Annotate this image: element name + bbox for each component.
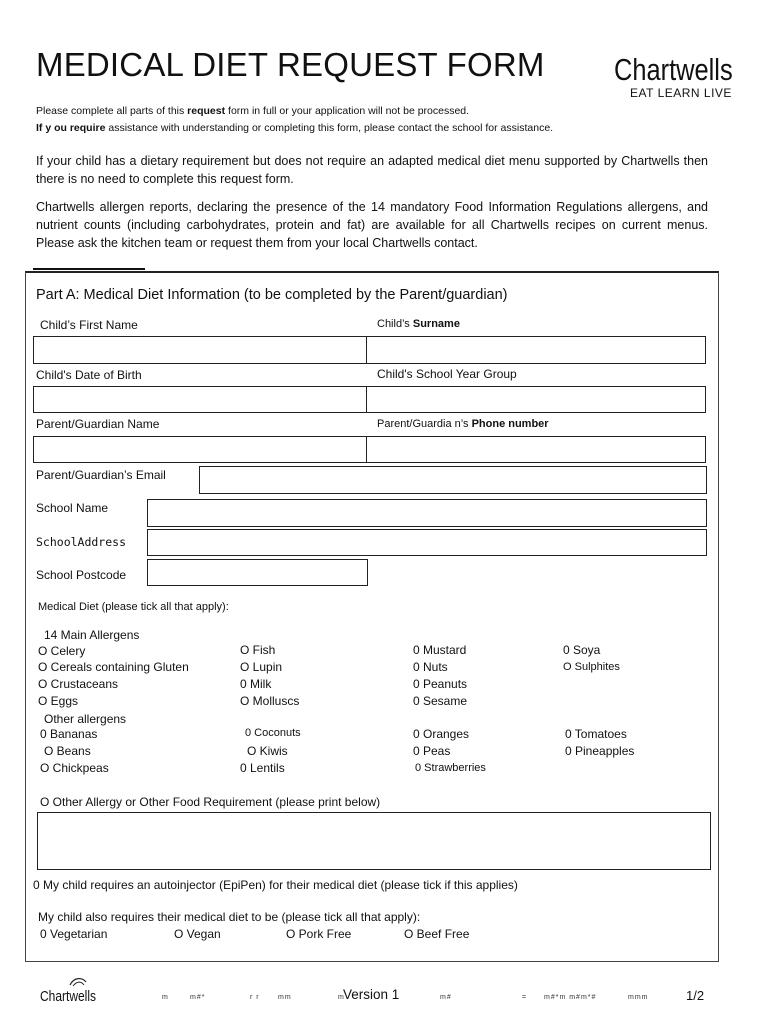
phone-label: Parent/Guardia n’s Phone number — [377, 418, 549, 430]
school-name-label: School Name — [36, 501, 109, 515]
school-postcode-label: School Postcode — [36, 568, 127, 582]
dob-label: Child's Date of Birth — [36, 368, 142, 382]
school-address-label: SchoolAddress — [36, 535, 127, 549]
allergen-kiwis-checkbox[interactable]: O Kiwis — [247, 744, 288, 758]
footer-noise: = — [522, 994, 528, 1001]
vegan-checkbox[interactable]: O Vegan — [174, 927, 221, 941]
allergen-gluten-checkbox[interactable]: O Cereals containing Gluten — [38, 660, 189, 674]
allergen-sesame-checkbox[interactable]: 0 Sesame — [413, 694, 468, 708]
other-allergens-heading: Other allergens — [44, 712, 127, 726]
footer-noise: m — [338, 994, 345, 1001]
school-postcode-field[interactable] — [147, 559, 368, 586]
autoinjector-checkbox[interactable]: 0 My child requires an autoinjector (EpiPen) for their medical diet (please tick if this applies) — [33, 878, 518, 892]
surname-field[interactable] — [366, 336, 706, 364]
pork-free-checkbox[interactable]: O Pork Free — [286, 927, 352, 941]
phone-field[interactable] — [366, 436, 706, 463]
allergen-celery-checkbox[interactable]: O Celery — [38, 644, 86, 658]
allergen-pineapples-checkbox[interactable]: 0 Pineapples — [565, 744, 635, 758]
parent-name-field[interactable] — [33, 436, 367, 463]
form-title: MEDICAL DIET REQUEST FORM — [36, 46, 545, 83]
footer-noise: mm — [278, 994, 292, 1001]
surname-label: Child’s Surname — [377, 318, 460, 330]
dob-field[interactable] — [33, 386, 367, 413]
part-a-heading: Part A: Medical Diet Information (to be completed by the Parent/guardian) — [36, 287, 508, 303]
allergen-peanuts-checkbox[interactable]: 0 Peanuts — [413, 677, 468, 691]
paragraph-no-need: If your child has a dietary requirement but does not require an adapted medical diet menu supported by Chartwells then there is no need to complete this request form. — [36, 154, 708, 186]
first-name-field[interactable] — [33, 336, 367, 364]
paragraph-allergen-reports: Chartwells allergen reports, declaring the presence of the 14 mandatory Food Information Regulations allergens, and nutrient counts (including carbohydrates, protein and fat) are available for all Chartwells recipes on current menus. Please ask the kitchen team or request them from your local Chartwells contact. — [36, 200, 708, 250]
allergen-soya-checkbox[interactable]: 0 Soya — [563, 643, 601, 657]
allergen-coconuts-checkbox[interactable]: 0 Coconuts — [245, 727, 301, 739]
allergen-tomatoes-checkbox[interactable]: 0 Tomatoes — [565, 727, 627, 741]
year-group-field[interactable] — [366, 386, 706, 413]
allergen-eggs-checkbox[interactable]: O Eggs — [38, 694, 79, 708]
footer-noise: m#* — [190, 994, 206, 1001]
footer-noise: mmm — [628, 994, 649, 1001]
email-field[interactable] — [199, 466, 707, 494]
footer-noise: m#*m m#m*# — [544, 994, 597, 1001]
allergen-bananas-checkbox[interactable]: 0 Bananas — [40, 727, 98, 741]
allergen-beans-checkbox[interactable]: O Beans — [44, 744, 91, 758]
brand-tagline: EAT LEARN LIVE — [630, 86, 732, 100]
footer-noise: r r — [250, 994, 260, 1001]
beef-free-checkbox[interactable]: O Beef Free — [404, 927, 470, 941]
version-label: Version 1 — [343, 987, 400, 1002]
allergen-lentils-checkbox[interactable]: 0 Lentils — [240, 761, 285, 775]
allergen-oranges-checkbox[interactable]: 0 Oranges — [413, 727, 470, 741]
page-number: 1/2 — [686, 988, 705, 1003]
allergen-fish-checkbox[interactable]: O Fish — [240, 643, 276, 657]
allergen-chickpeas-checkbox[interactable]: O Chickpeas — [40, 761, 109, 775]
allergen-milk-checkbox[interactable]: 0 Milk — [240, 677, 272, 691]
allergen-strawberries-checkbox[interactable]: 0 Strawberries — [415, 762, 486, 774]
other-requirement-checkbox[interactable]: O Other Allergy or Other Food Requirement (please print below) — [40, 795, 381, 809]
main-allergens-heading: 14 Main Allergens — [44, 628, 140, 642]
school-address-field[interactable] — [147, 529, 707, 556]
allergen-sulphites-checkbox[interactable]: O Sulphites — [563, 661, 620, 673]
allergen-mustard-checkbox[interactable]: 0 Mustard — [413, 643, 467, 657]
medical-diet-label: Medical Diet (please tick all that apply): — [38, 601, 229, 613]
parent-name-label: Parent/Guardian Name — [36, 417, 160, 431]
vegetarian-checkbox[interactable]: 0 Vegetarian — [40, 927, 108, 941]
footer-noise: m — [162, 994, 169, 1001]
school-name-field[interactable] — [147, 499, 707, 527]
intro-line-1: Please complete all parts of this request form in full or your application will not be processed. — [36, 105, 470, 117]
footer-noise: m# — [440, 994, 452, 1001]
allergen-nuts-checkbox[interactable]: 0 Nuts — [413, 660, 448, 674]
allergen-molluscs-checkbox[interactable]: O Molluscs — [240, 694, 300, 708]
other-requirement-textarea[interactable] — [37, 812, 711, 870]
allergen-crustaceans-checkbox[interactable]: O Crustaceans — [38, 677, 119, 691]
allergen-lupin-checkbox[interactable]: O Lupin — [240, 660, 283, 674]
year-group-label: Child's School Year Group — [377, 367, 517, 381]
first-name-label: Child’s First Name — [40, 318, 138, 332]
also-requires-label: My child also requires their medical diet to be (please tick all that apply): — [38, 910, 421, 924]
intro-line-2: If y ou require assistance with understanding or completing this form, please contact the school for assistance. — [36, 122, 554, 134]
logo-swirl-icon — [68, 976, 88, 988]
footer-logo: Chartwells — [40, 988, 97, 1005]
part-a-frame-tab — [33, 268, 145, 270]
allergen-peas-checkbox[interactable]: 0 Peas — [413, 744, 451, 758]
email-label: Parent/Guardian’s Email — [36, 468, 166, 482]
brand-logo: Chartwells — [614, 52, 733, 87]
